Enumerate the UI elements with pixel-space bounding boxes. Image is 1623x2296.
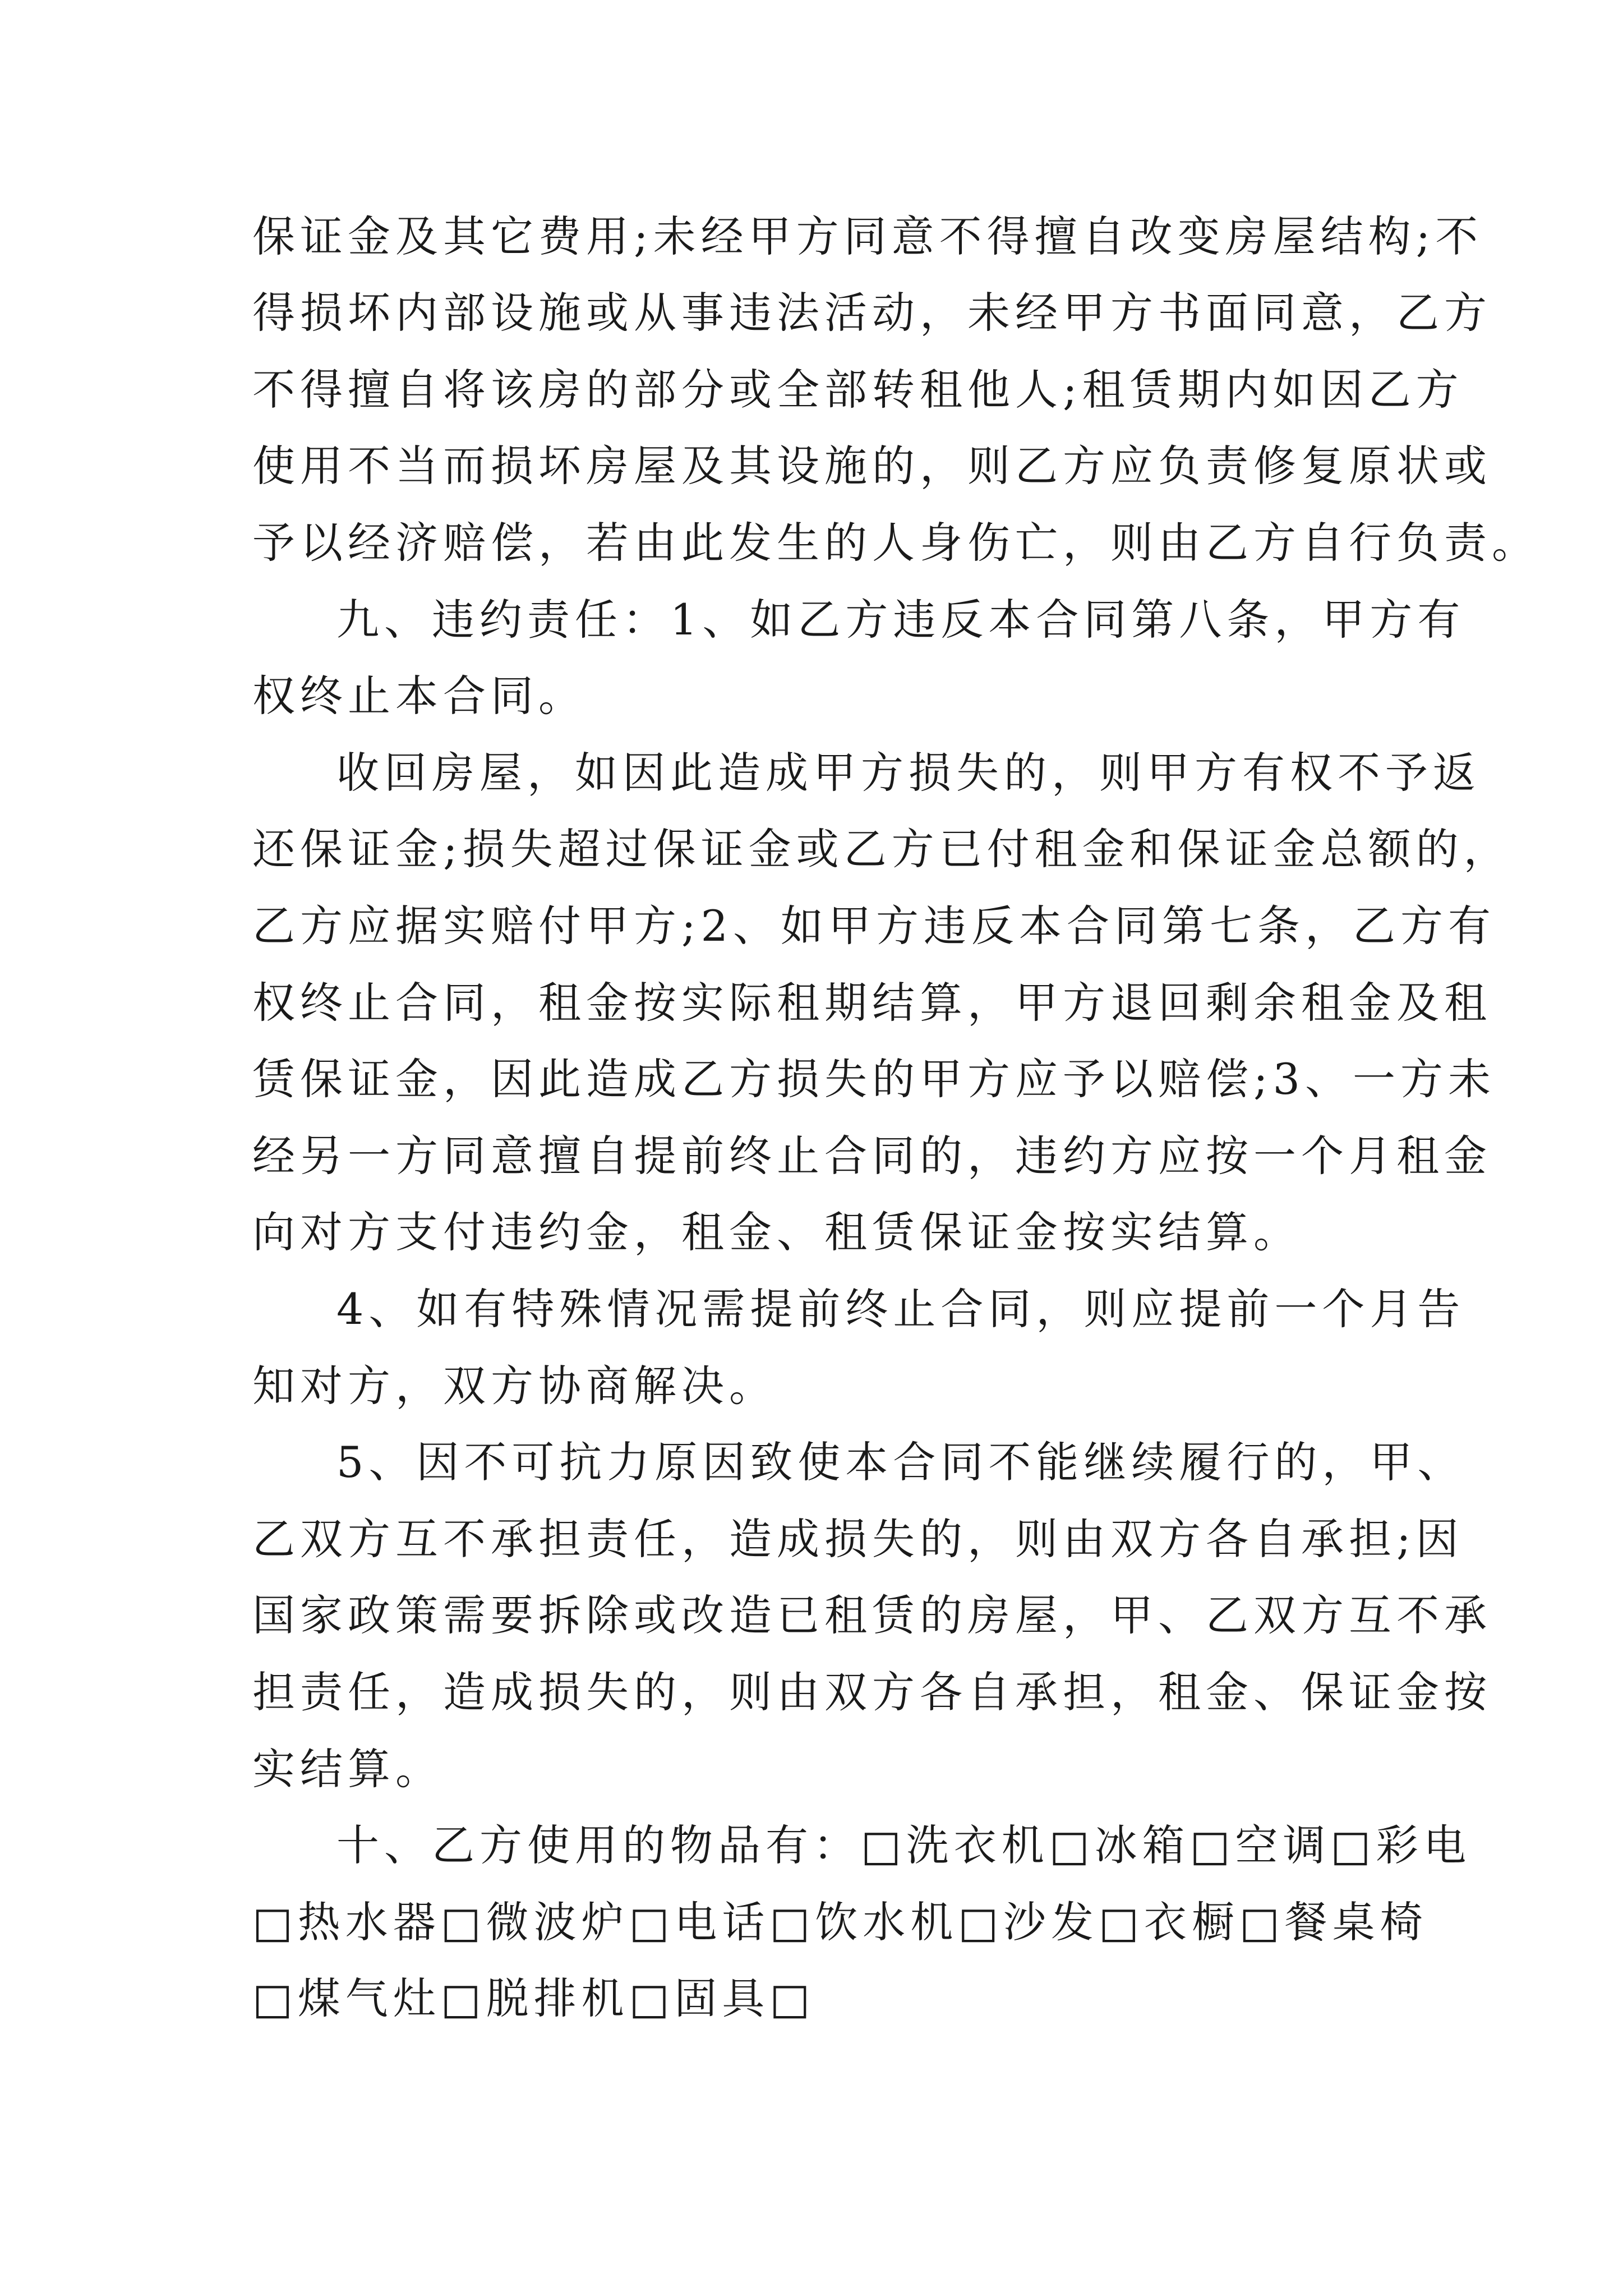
- text-line: 保证金及其它费用;未经甲方同意不得擅自改变房屋结构;不: [252, 211, 1483, 261]
- text-line: 经另一方同意擅自提前终止合同的，违约方应按一个月租金: [252, 1131, 1492, 1181]
- text-line: 4、如有特殊情况需提前终止合同，则应提前一个月告: [336, 1284, 1465, 1334]
- text-line: 赁保证金，因此造成乙方损失的甲方应予以赔偿;3、一方未: [252, 1054, 1496, 1104]
- text-line: 不得擅自将该房的部分或全部转租他人;租赁期内如因乙方: [252, 365, 1464, 415]
- text-line: 权终止本合同。: [252, 671, 586, 721]
- text-line: 收回房屋，如因此造成甲方损失的，则甲方有权不予返: [336, 748, 1481, 798]
- text-line: 得损坏内部设施或从事违法活动，未经甲方书面同意，乙方: [252, 288, 1492, 338]
- text-line: □煤气灶□脱排机□固具□: [252, 1973, 815, 2023]
- text-line: 予以经济赔偿，若由此发生的人身伤亡，则由乙方自行负责。: [252, 518, 1539, 568]
- text-line: 知对方，双方协商解决。: [252, 1361, 777, 1411]
- text-line: 向对方支付违约金，租金、租赁保证金按实结算。: [252, 1207, 1301, 1257]
- text-line: 还保证金;损失超过保证金或乙方已付租金和保证金总额的，: [252, 824, 1511, 874]
- text-line: 国家政策需要拆除或改造已租赁的房屋，甲、乙双方互不承: [252, 1590, 1492, 1640]
- text-line: 实结算。: [252, 1744, 443, 1794]
- text-line: 乙双方互不承担责任，造成损失的，则由双方各自承担;因: [252, 1514, 1464, 1564]
- text-line: □热水器□微波炉□电话□饮水机□沙发□衣橱□餐桌椅: [252, 1897, 1428, 1947]
- text-line: 十、乙方使用的物品有：□洗衣机□冰箱□空调□彩电: [336, 1820, 1472, 1870]
- text-line: 使用不当而损坏房屋及其设施的，则乙方应负责修复原状或: [252, 441, 1492, 491]
- text-line: 九、违约责任：1、如乙方违反本合同第八条，甲方有: [336, 595, 1465, 645]
- text-line: 担责任，造成损失的，则由双方各自承担，租金、保证金按: [252, 1667, 1492, 1717]
- text-line: 5、因不可抗力原因致使本合同不能继续履行的，甲、: [336, 1437, 1465, 1487]
- text-line: 乙方应据实赔付甲方;2、如甲方违反本合同第七条，乙方有: [252, 901, 1496, 951]
- text-line: 权终止合同，租金按实际租期结算，甲方退回剩余租金及租: [252, 978, 1492, 1028]
